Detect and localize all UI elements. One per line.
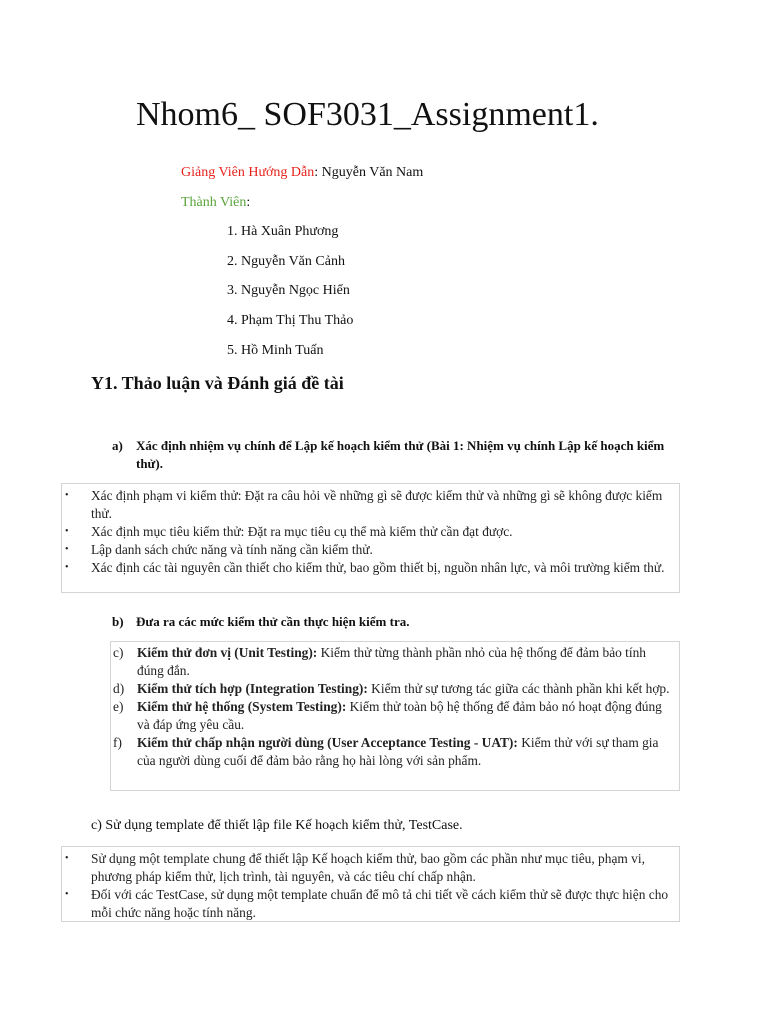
list-item-text: Lập danh sách chức năng và tính năng cần kiểm thử. [91, 542, 373, 557]
list-item-term: Kiểm thử tích hợp (Integration Testing): [137, 681, 368, 696]
part-b-heading [112, 613, 682, 633]
part-b-heading-text: Đưa ra các mức kiểm thử cần thực hiện kiểm tra. [136, 614, 410, 629]
bullet-icon: • [65, 562, 69, 573]
list-item [65, 487, 675, 523]
list-item-term: Kiểm thử chấp nhận người dùng (User Acceptance Testing - UAT): [137, 735, 518, 750]
part-b-list [113, 644, 675, 770]
part-a-heading [112, 437, 682, 477]
list-item-text: Xác định các tài nguyên cần thiết cho kiểm thử, bao gồm thiết bị, nguồn nhân lực, và môi trường kiểm thử. [91, 560, 665, 575]
members-separator: : [246, 195, 251, 210]
list-item-text: Sử dụng một template chung để thiết lập Kế hoạch kiểm thử, bao gồm các phần như mục tiêu, phạm vi, phương pháp kiểm thử, lịch trình, tài nguyên, và các tiêu chí chấp nhận. [91, 851, 645, 884]
list-item-text: Đối với các TestCase, sử dụng một template chuẩn để mô tả chi tiết về cách kiểm thử sẽ được thực hiện cho mỗi chức năng hoặc tính năng. [91, 887, 669, 920]
section-title: Y1. Thảo luận và Đánh giá đề tài [91, 373, 344, 393]
part-a-marker: a) [112, 438, 123, 453]
list-marker: f) [113, 735, 122, 750]
list-item-term: Kiểm thử đơn vị (Unit Testing): [137, 645, 318, 660]
list-marker: c) [113, 645, 124, 660]
member-item: 5. Hồ Minh Tuấn [227, 343, 324, 358]
list-item [113, 698, 675, 734]
list-item [113, 734, 675, 770]
list-item [113, 680, 675, 698]
part-a-heading-text: Xác định nhiệm vụ chính để Lập kế hoạch kiểm thử (Bài 1: Nhiệm vụ chính Lập kế hoạch kiểm thử). [136, 438, 665, 471]
list-item [113, 644, 675, 680]
part-b-box [110, 641, 680, 791]
member-item: 2. Nguyễn Văn Cảnh [227, 254, 345, 269]
supervisor-line [181, 164, 423, 182]
members-label-line [181, 194, 250, 212]
supervisor-label: Giảng Viên Hướng Dẫn [181, 165, 315, 180]
member-item: 1. Hà Xuân Phương [227, 224, 339, 239]
list-item-text: Kiểm thử sự tương tác giữa các thành phần khi kết hợp. [367, 681, 670, 696]
list-item-term: Kiểm thử hệ thống (System Testing): [137, 699, 347, 714]
part-c-heading: c) Sử dụng template để thiết lập file Kế hoạch kiểm thử, TestCase. [91, 818, 463, 833]
supervisor-separator: : [314, 165, 319, 180]
list-item [65, 559, 675, 577]
list-item-text: Xác định phạm vi kiểm thử: Đặt ra câu hỏi về những gì sẽ được kiểm thử và những gì sẽ không được kiểm thử. [91, 488, 663, 521]
bullet-icon: • [65, 526, 69, 537]
list-marker: e) [113, 699, 124, 714]
list-item [65, 523, 675, 541]
bullet-icon: • [65, 544, 69, 555]
document-title: Nhom6_ SOF3031_Assignment1. [136, 96, 599, 133]
list-item [65, 886, 675, 922]
supervisor-name: Nguyễn Văn Nam [318, 165, 424, 180]
member-item: 4. Phạm Thị Thu Thảo [227, 313, 354, 328]
part-a-list [65, 487, 675, 577]
member-item: 3. Nguyễn Ngọc Hiển [227, 283, 350, 298]
bullet-icon: • [65, 853, 69, 864]
part-a-box [61, 483, 680, 593]
bullet-icon: • [65, 889, 69, 900]
bullet-icon: • [65, 490, 69, 501]
members-label: Thành Viên [181, 195, 247, 210]
list-item-text: Kiểm thử từng thành phần nhỏ của hệ thống để đảm bảo tính đúng đắn. [137, 645, 647, 678]
part-c-list [65, 850, 675, 922]
list-item [65, 541, 675, 559]
list-item-text: Xác định mục tiêu kiểm thử: Đặt ra mục tiêu cụ thể mà kiểm thử cần đạt được. [91, 524, 513, 539]
list-item-text: Kiểm thử toàn bộ hệ thống để đảm bảo nó hoạt động đúng và đáp ứng yêu cầu. [137, 699, 662, 732]
part-b-marker: b) [112, 614, 124, 629]
part-c-box [61, 846, 680, 922]
list-marker: d) [113, 681, 125, 696]
list-item [65, 850, 675, 886]
list-item-text: Kiểm thử với sự tham gia của người dùng cuối để đảm bảo rằng họ hài lòng với sản phẩm. [137, 735, 659, 768]
